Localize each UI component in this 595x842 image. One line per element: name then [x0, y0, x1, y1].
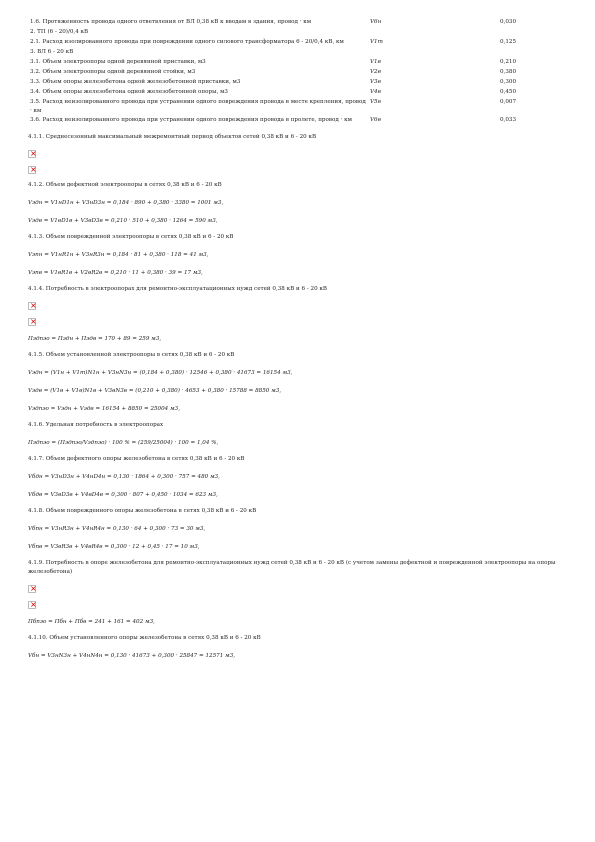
broken-image-icon — [28, 150, 36, 158]
table-row — [28, 116, 568, 126]
table-cell-label: 3.4. Объем опоры железобетона одной железобетонной опоры, м3 — [30, 89, 228, 95]
broken-image-icon — [28, 601, 36, 609]
table-cell-value: 0,380 — [500, 69, 517, 75]
section-4-1-8: 4.1.8. Объем поврежденного опоры железобетона в сетях 0,38 кВ и 6 - 20 кВ — [28, 508, 257, 514]
broken-image-icon — [28, 585, 36, 593]
section-4-1-7: 4.1.7. Объем дефектного опоры железобетона в сетях 0,38 кВ и 6 - 20 кВ — [28, 456, 245, 462]
formula: Vбпв = V3вR3в + V4вR4в = 0,300 · 12 + 0,45 · 17 = 10 м3, — [28, 544, 200, 550]
table-cell-value — [498, 28, 568, 38]
formula: Vэпн = V1нR1н + V3нR3н = 0,184 · 81 + 0,380 · 118 = 41 м3, — [28, 252, 209, 258]
table-row — [28, 68, 568, 78]
formula: Vэдн = V1нD1н + V3нD3н = 0,184 · 890 + 0,380 · 3380 = 1001 м3, — [28, 200, 224, 206]
table-cell-symbol: V2в — [370, 69, 381, 75]
formula: Vэпв = V1вR1в + V2вR2в = 0,210 · 11 + 0,380 · 39 = 17 м3, — [28, 270, 203, 276]
table-cell-label: 3.5. Расход неизолированного провода при устранении одного повреждения провода в месте крепления, провод · км — [30, 99, 366, 114]
table-cell-symbol: V1т — [370, 39, 383, 45]
broken-image-icon — [28, 318, 36, 326]
formula: Пэдпэо = Пэдн + Пэдв = 170 + 89 = 259 м3, — [28, 336, 162, 342]
section-4-1-2: 4.1.2. Объем дефектной электроопоры в сетях 0,38 кВ и 6 - 20 кВ — [28, 182, 222, 188]
table-cell-label: 3.1. Объем электроопоры одной деревянной приставки, м3 — [30, 59, 206, 65]
formula: Vэдпэо = Vэдн + Vэдв = 16154 + 8850 = 25004 м3, — [28, 406, 180, 412]
section-4-1-5: 4.1.5. Объем установленной электроопоры в сетях 0,38 кВ и 6 - 20 кВ — [28, 352, 235, 358]
formula: Пэдпэо = (Пэдпэо/Vэдпэо) · 100 % = (259/25004) · 100 = 1,04 %, — [28, 440, 219, 446]
table-cell-value: 0,007 — [500, 99, 517, 105]
formula: Пбпэо = Пбн + Пбв = 241 + 161 = 402 м3, — [28, 619, 155, 625]
formula: Vэдн = (V1н + V1т)N1н + V3нN3н = (0,184 + 0,380) · 12546 + 0,380 · 41673 = 16154 м3, — [28, 370, 293, 376]
table-cell-value: 0,210 — [500, 59, 517, 65]
table-cell-value: 0,125 — [500, 39, 517, 45]
table-cell-symbol: V1в — [370, 59, 381, 65]
section-4-1-4: 4.1.4. Потребность в электроопорах для ремонтно-эксплуатационных нужд сетей 0,38 кВ и 6 - 20 кВ — [28, 286, 328, 292]
broken-image-icon — [28, 302, 36, 310]
section-4-1-10: 4.1.10. Объем установленного опоры железобетона в сетях 0,38 кВ и 6 - 20 кВ — [28, 635, 261, 641]
table-cell-symbol — [368, 28, 498, 38]
table-row — [28, 58, 568, 68]
table-cell-label: 3. ВЛ 6 - 20 кВ — [30, 49, 74, 55]
formula: Vэдв = V1вD1в + V3вD3в = 0,210 · 510 + 0,380 · 1264 = 590 м3, — [28, 218, 218, 224]
section-4-1-1: 4.1.1. Среднесезонный максимальный межремонтный период объектов сетей 0,38 кВ и 6 - 20 кВ — [28, 134, 317, 140]
table-cell-symbol: V3в — [370, 79, 381, 85]
document-page — [28, 18, 568, 661]
table-cell-value: 0,030 — [500, 19, 517, 25]
parameters-table — [28, 18, 568, 126]
section-4-1-9: 4.1.9. Потребность в опоре железобетона для ремонтно-эксплуатационных нужд сетей 0,38 кВ и 6 - 20 кВ (с учетом замены дефектной и поврежденной электроопоры на опоры железобетона) — [28, 560, 556, 575]
table-cell-value: 0,450 — [500, 89, 517, 95]
formula: Vбдн = V3нD3н + V4нD4н = 0,130 · 1864 + 0,300 · 757 = 480 м3, — [28, 474, 220, 480]
section-4-1-3: 4.1.3. Объем поврежденной электроопоры в сетях 0,38 кВ и 6 - 20 кВ — [28, 234, 234, 240]
table-row — [28, 98, 568, 116]
table-cell-label: 3.2. Объем электроопоры одной деревянной стойки, м3 — [30, 69, 196, 75]
table-row — [28, 78, 568, 88]
table-row — [28, 28, 568, 38]
formula: Vбдв = V3вD3в + V4вD4в = 0,300 · 807 + 0,450 · 1034 = 623 м3, — [28, 492, 218, 498]
table-cell-value: 0,033 — [500, 117, 517, 123]
table-cell-symbol: V6в — [370, 117, 381, 123]
table-cell-symbol — [368, 48, 498, 58]
table-cell-symbol: V6н — [370, 19, 382, 25]
table-row — [28, 48, 568, 58]
table-cell-label: 3.3. Объем опоры железобетона одной железобетонной приставки, м3 — [30, 79, 241, 85]
table-row — [28, 88, 568, 98]
table-cell-value: 0,300 — [500, 79, 517, 85]
table-cell-label: 2.1. Расход изолированного провода при повреждении одного силового трансформатора 6 - 20/0,4 кВ, км — [30, 39, 344, 45]
broken-image-icon — [28, 166, 36, 174]
table-row — [28, 18, 568, 28]
formula: Vбн = V3нN3н + V4нN4н = 0,130 · 41673 + 0,300 · 25847 = 12571 м3, — [28, 653, 236, 659]
table-cell-symbol: V4в — [370, 89, 381, 95]
table-cell-label: 2. ТП (6 - 20)/0,4 кВ — [30, 29, 89, 35]
formula: Vбпн = V3нR3н + V4нR4н = 0,130 · 64 + 0,300 · 73 = 30 м3, — [28, 526, 206, 532]
table-cell-label: 3.6. Расход неизолированного провода при устранении одного повреждения провода в пролете, провод · км — [30, 117, 353, 123]
table-row — [28, 38, 568, 48]
table-cell-value — [498, 48, 568, 58]
formula: Vэдв = (V1в + V1в)N1в + V3вN3в = (0,210 + 0,380) · 4653 + 0,380 · 15788 = 8850 м3, — [28, 388, 282, 394]
table-cell-label: 1.6. Протяженность провода одного ответвления от ВЛ 0,38 кВ к вводам в здания, провод · км — [30, 19, 312, 25]
section-4-1-6: 4.1.6. Удельная потребность в электроопорах — [28, 422, 164, 428]
table-cell-symbol: V5в — [370, 99, 381, 105]
